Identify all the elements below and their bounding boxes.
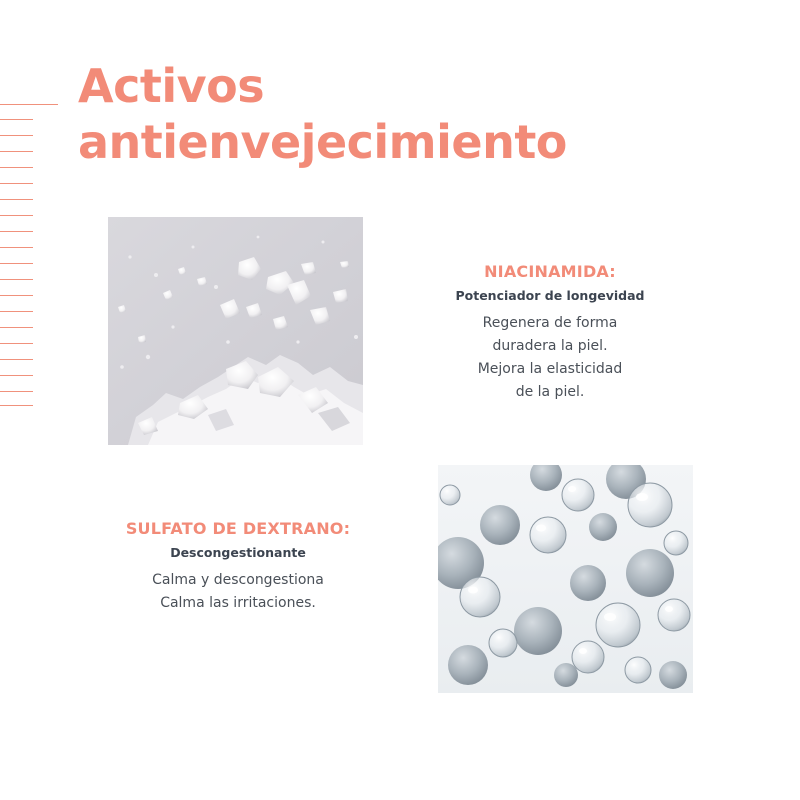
stripe-line <box>0 231 33 232</box>
stripe-line <box>0 375 33 376</box>
stripe-line <box>0 311 33 312</box>
ingredient-description <box>108 569 368 615</box>
stripe-line <box>0 343 33 344</box>
stripe-line <box>0 104 58 105</box>
stripe-line <box>0 183 33 184</box>
stripe-line <box>0 279 33 280</box>
description-line: de la piel. <box>515 384 585 400</box>
description-line: Calma las irritaciones. <box>160 595 316 611</box>
dextran-sulfate-spheres-image <box>438 465 693 693</box>
ingredient-name: NIACINAMIDA: <box>484 262 616 281</box>
page-title-line: Activos <box>78 59 265 113</box>
niacinamide-powder-image <box>108 217 363 445</box>
ingredient-subtitle: Potenciador de longevidad <box>455 288 645 303</box>
description-line: Calma y descongestiona <box>152 572 324 588</box>
stripe-line <box>0 135 33 136</box>
stripe-line <box>0 327 33 328</box>
page-title <box>78 58 567 170</box>
niacinamide-info <box>430 262 670 404</box>
ingredient-name: SULFATO DE DEXTRANO: <box>125 519 351 538</box>
stripe-line <box>0 151 33 152</box>
description-line: Regenera de forma <box>482 315 618 331</box>
stripe-line <box>0 405 33 406</box>
stripe-line <box>0 167 33 168</box>
stripe-line <box>0 199 33 200</box>
ingredient-description <box>430 312 670 404</box>
stripe-line <box>0 263 33 264</box>
description-line: duradera la piel. <box>492 338 608 354</box>
dextran-sulfate-info <box>108 519 368 615</box>
page-title-line: antienvejecimiento <box>78 115 567 169</box>
stripe-line <box>0 359 33 360</box>
stripe-line <box>0 215 33 216</box>
stripe-line <box>0 295 33 296</box>
description-line: Mejora la elasticidad <box>477 361 623 377</box>
stripe-line <box>0 391 33 392</box>
ingredient-subtitle: Descongestionante <box>170 545 306 560</box>
stripe-line <box>0 119 33 120</box>
stripe-line <box>0 247 33 248</box>
